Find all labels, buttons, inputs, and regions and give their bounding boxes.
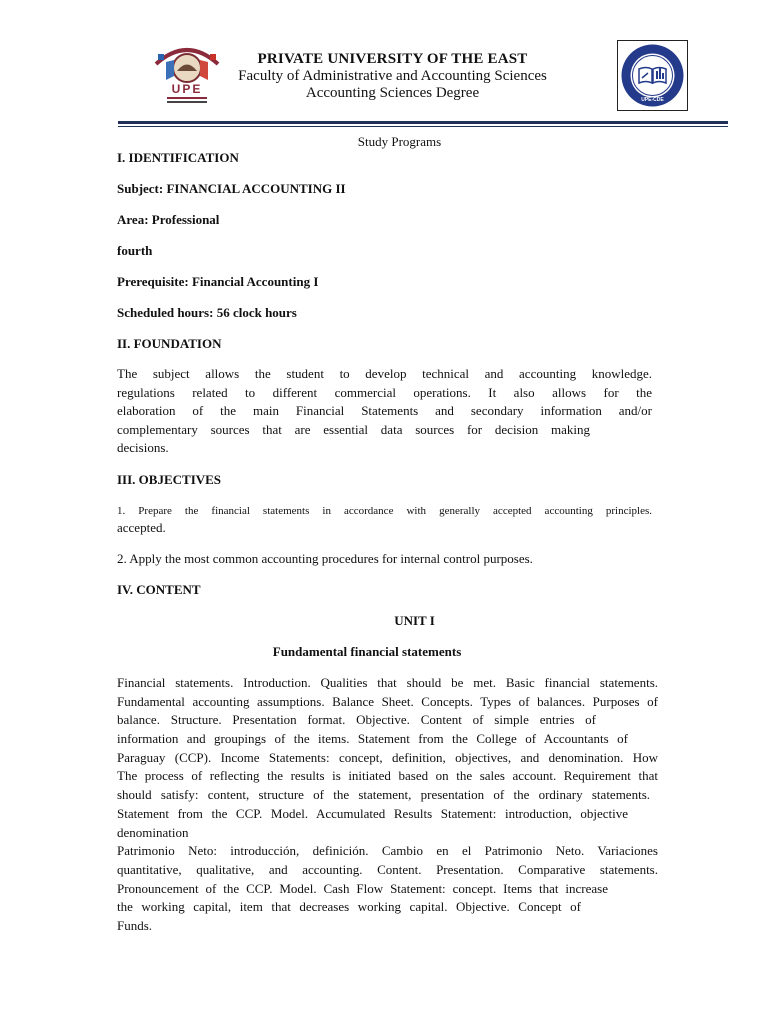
foundation-paragraph xyxy=(117,365,652,458)
document-header xyxy=(0,40,768,130)
content-line: Funds. xyxy=(117,918,153,934)
header-rule-thick xyxy=(118,121,728,124)
foundation-line: elaboration of the main Financial Statements and secondary information and/or xyxy=(117,403,652,419)
foundation-line: regulations related to different commercial operations. It also allows for the xyxy=(117,384,652,400)
university-name: PRIVATE UNIVERSITY OF THE EAST xyxy=(257,51,528,67)
subject-line: Subject: FINANCIAL ACCOUNTING II xyxy=(117,181,346,196)
identification-heading: I. IDENTIFICATION xyxy=(117,150,239,165)
content-line: Financial statements. Introduction. Qualities that should be met. Basic financial statements. xyxy=(117,674,658,690)
objective-1: 1. Prepare the financial statements in accordance with generally accepted accounting principles. xyxy=(117,504,652,517)
content-line: denomination xyxy=(117,824,189,840)
content-line: Paraguay (CCP). Income Statements: concept, definition, objectives, and denomination. How xyxy=(117,749,658,765)
unit-title: Fundamental financial statements xyxy=(272,643,462,659)
objective-1-continued: accepted. xyxy=(117,519,166,535)
faculty-seal-logo xyxy=(617,40,688,111)
unit-content-paragraph xyxy=(117,674,658,936)
seal-label: UPE-CDE xyxy=(641,97,664,103)
content-line: Patrimonio Neto: introducción, definición. Cambio en el Patrimonio Neto. Variaciones xyxy=(117,843,658,859)
foundation-line: complementary sources that are essential data sources for decision making xyxy=(117,421,590,437)
foundation-line: The subject allows the student to develop technical and accounting knowledge. xyxy=(117,366,652,381)
content-line: quantitative, qualitative, and accounting. Content. Presentation. Comparative statements. xyxy=(117,862,658,877)
prerequisite-line: Prerequisite: Financial Accounting I xyxy=(117,274,319,289)
foundation-line: decisions. xyxy=(117,440,169,456)
content-line: should satisfy: content, structure of the statement, presentation of the ordinary statements. xyxy=(117,787,650,803)
content-line: balance. Structure. Presentation format. Objective. Content of simple entries of xyxy=(117,712,596,728)
content-line: the working capital, item that decreases working capital. Objective. Concept of xyxy=(117,899,581,915)
hours-line: Scheduled hours: 56 clock hours xyxy=(117,305,297,320)
area-line: Area: Professional xyxy=(117,212,220,227)
objective-2: 2. Apply the most common accounting procedures for internal control purposes. xyxy=(117,550,533,566)
document-body xyxy=(117,134,658,936)
unit-label: UNIT I xyxy=(394,612,435,628)
content-line: Pronouncement of the CCP. Model. Cash Flow Statement: concept. Items that increase xyxy=(117,880,608,896)
course-line: fourth xyxy=(117,243,153,258)
crest-acronym: UPE xyxy=(171,82,203,96)
content-heading: IV. CONTENT xyxy=(117,581,201,597)
degree-name: Accounting Sciences Degree xyxy=(305,85,480,101)
header-rule-thin xyxy=(118,126,728,127)
study-programs-label: Study Programs xyxy=(357,134,442,149)
content-line: Fundamental accounting assumptions. Balance Sheet. Concepts. Types of balances. Purposes of xyxy=(117,693,658,709)
content-line: information and groupings of the items. Statement from the College of Accountants of xyxy=(117,731,628,747)
header-text-block xyxy=(200,50,585,102)
faculty-name: Faculty of Administrative and Accounting Sciences xyxy=(238,68,547,84)
content-line: Statement from the CCP. Model. Accumulated Results Statement: introduction, objective xyxy=(117,805,628,821)
foundation-heading: II. FOUNDATION xyxy=(117,336,222,351)
objectives-heading: III. OBJECTIVES xyxy=(117,471,222,487)
content-line: The process of reflecting the results is initiated based on the sales account. Requirement that xyxy=(117,768,658,784)
